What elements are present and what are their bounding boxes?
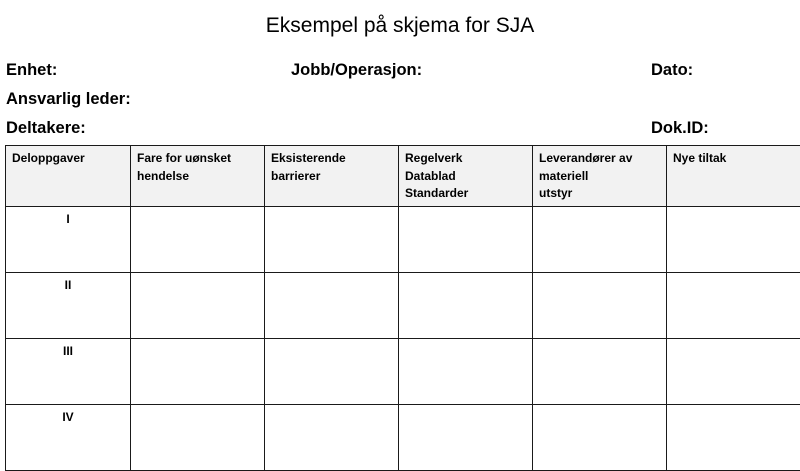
header-fare: Fare for uønsket hendelse [131, 146, 265, 207]
field-enhet: Enhet: [6, 61, 57, 80]
table-cell[interactable] [533, 339, 667, 405]
page-title: Eksempel på skjema for SJA [0, 14, 800, 38]
table-cell[interactable] [667, 273, 800, 339]
row-label: I [6, 207, 131, 273]
table-cell[interactable] [131, 405, 265, 471]
table-cell[interactable] [131, 207, 265, 273]
table-row [6, 207, 800, 273]
row-label: III [6, 339, 131, 405]
field-dok-id: Dok.ID: [651, 119, 709, 138]
table-cell[interactable] [533, 405, 667, 471]
table-cell[interactable] [265, 405, 399, 471]
header-nye-tiltak: Nye tiltak [667, 146, 800, 207]
header-deloppgaver: Deloppgaver [6, 146, 131, 207]
header-regelverk: Regelverk Datablad Standarder [399, 146, 533, 207]
table-row [6, 273, 800, 339]
table-cell[interactable] [399, 273, 533, 339]
header-leverandorer: Leverandører av materiell utstyr [533, 146, 667, 207]
table-cell[interactable] [399, 207, 533, 273]
table-cell[interactable] [399, 405, 533, 471]
table-cell[interactable] [399, 339, 533, 405]
row-label: IV [6, 405, 131, 471]
table-cell[interactable] [533, 207, 667, 273]
field-ansvarlig-leder: Ansvarlig leder: [6, 90, 131, 109]
field-jobb-operasjon: Jobb/Operasjon: [291, 61, 422, 80]
table-cell[interactable] [667, 339, 800, 405]
table-cell[interactable] [131, 273, 265, 339]
table-cell[interactable] [265, 273, 399, 339]
table-cell[interactable] [667, 207, 800, 273]
table-cell[interactable] [131, 339, 265, 405]
sja-table [5, 145, 800, 471]
table-cell[interactable] [265, 339, 399, 405]
row-label: II [6, 273, 131, 339]
table-header-row [6, 146, 800, 207]
table-row [6, 405, 800, 471]
field-dato: Dato: [651, 61, 693, 80]
field-deltakere: Deltakere: [6, 119, 86, 138]
table-cell[interactable] [667, 405, 800, 471]
header-barrierer: Eksisterende barrierer [265, 146, 399, 207]
table-cell[interactable] [265, 207, 399, 273]
table-row [6, 339, 800, 405]
table-cell[interactable] [533, 273, 667, 339]
